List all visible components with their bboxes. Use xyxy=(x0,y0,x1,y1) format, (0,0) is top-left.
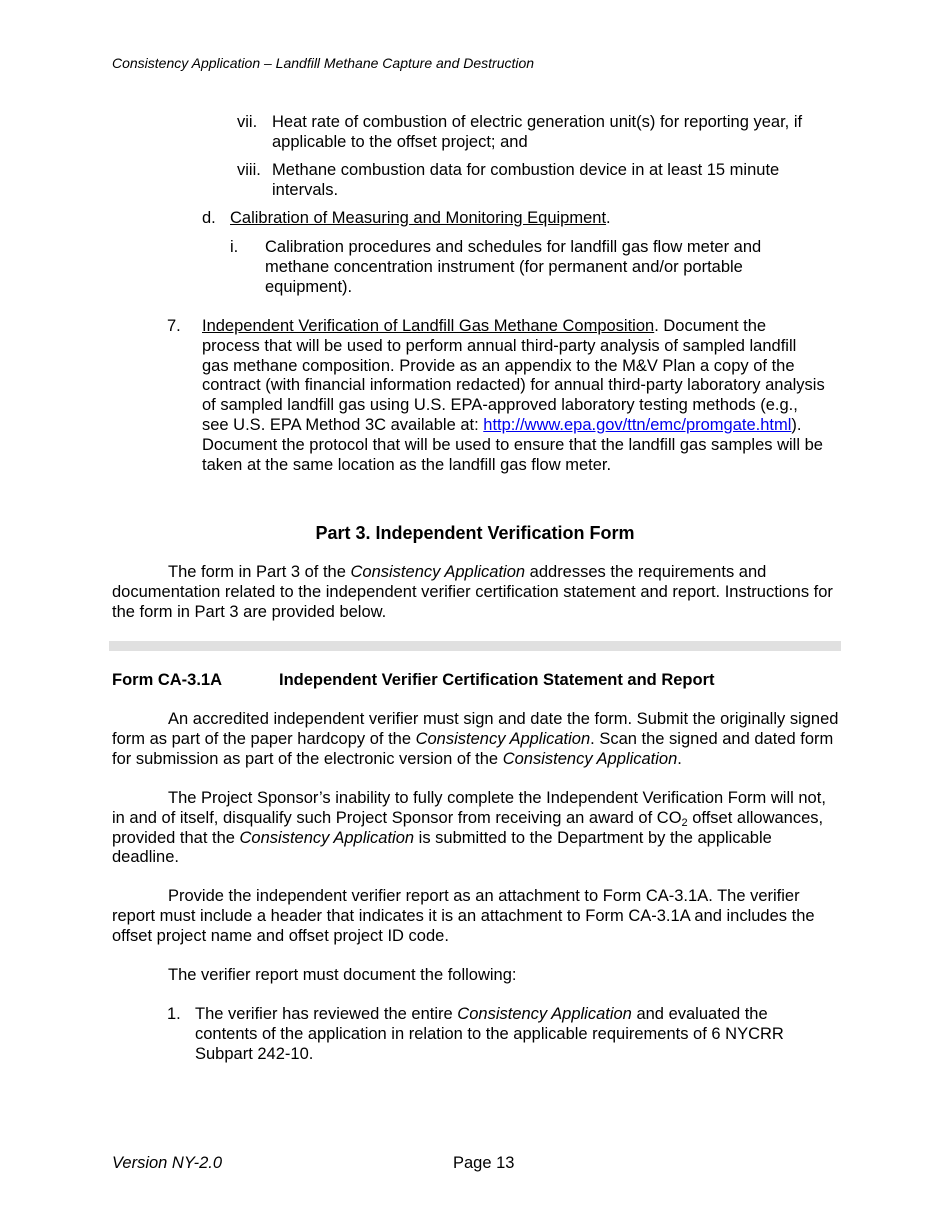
form-heading xyxy=(112,671,715,691)
section-divider xyxy=(109,641,841,651)
list-text-viii: Methane combustion data for combustion device in at least 15 minute intervals. xyxy=(272,161,780,199)
section-title-calibration: Calibration of Measuring and Monitoring Equipment xyxy=(230,209,607,227)
form-p2-italic: Consistency Application xyxy=(239,828,415,847)
form-p2-text-c: is submitted to the Department by the applicable deadline. xyxy=(112,828,772,867)
item1-text-a: The verifier has reviewed the entire xyxy=(195,1005,458,1023)
form-p1-text-c: . xyxy=(677,749,682,768)
form-paragraph-4 xyxy=(112,966,842,986)
section-title-independent-verification: Independent Verification of Landfill Gas Methane Composition xyxy=(202,317,655,335)
part-3-title: Part 3. Independent Verification Form xyxy=(315,523,635,543)
form-p2-text-b: offset allowances, provided that the xyxy=(112,808,824,847)
list-marker-d: d. xyxy=(202,209,216,227)
list-text-d-i: Calibration procedures and schedules for landfill gas flow meter and methane concentration instrument (for permanent and/or portable equipment). xyxy=(265,238,762,296)
item1-text-b: and evaluated the contents of the application in relation to the applicable requirements of 6 NYCRR Subpart 242-10. xyxy=(195,1005,784,1063)
form-paragraph-1 xyxy=(112,710,842,769)
form-p2-text-a: The Project Sponsor’s inability to fully complete the Independent Verification Form will not, in and of itself, disqualify such Project Sponsor from receiving an award of CO xyxy=(112,789,826,827)
form-paragraph-2 xyxy=(112,789,842,868)
form-p1-text-b: . Scan the signed and dated form for submission as part of the electronic version of the xyxy=(112,729,834,768)
list-text-7-tail: ). Document the protocol that will be used to ensure that the landfill gas samples will be taken at the same location as the landfill gas flow meter. xyxy=(202,415,823,474)
running-header: Consistency Application – Landfill Methane Capture and Destruction xyxy=(112,55,535,71)
list-marker-d-i: i. xyxy=(230,238,239,256)
section-title-trail: . xyxy=(606,209,611,227)
part-3-intro-text-b: addresses the requirements and documentation related to the independent verifier certification statement and report. Instructions for the form in Part 3 are provided below. xyxy=(112,563,833,621)
list-text-7 xyxy=(202,317,827,475)
epa-method-link[interactable]: http://www.epa.gov/ttn/emc/promgate.html xyxy=(483,415,792,434)
part-3-intro-italic: Consistency Application xyxy=(350,563,526,581)
form-p4-text: The verifier report must document the following: xyxy=(168,966,517,984)
form-p3-text: Provide the independent verifier report as an attachment to Form CA-3.1A. The verifier report must include a header that indicates it is an attachment to Form CA-3.1A and includes the offset project name and offset project ID code. xyxy=(112,887,815,945)
item1-italic: Consistency Application xyxy=(457,1005,632,1023)
form-code: Form CA-3.1A xyxy=(112,671,223,689)
list-marker-vii: vii. xyxy=(237,113,258,131)
form-paragraph-3 xyxy=(112,887,842,946)
list-text-d xyxy=(230,209,830,229)
part-3-intro-text-a: The form in Part 3 of the xyxy=(168,563,351,581)
form-p1-italic-2: Consistency Application xyxy=(502,749,678,768)
verifier-list-text-1 xyxy=(195,1005,825,1064)
part-3-intro xyxy=(112,563,842,622)
list-text-vii: Heat rate of combustion of electric generation unit(s) for reporting year, if applicable to the offset project; and xyxy=(272,113,803,151)
list-marker-viii: viii. xyxy=(237,161,261,179)
list-text-7-body: . Document the process that will be used to perform annual third-party analysis of sampled landfill gas methane composition. Provide as an appendix to the M&V Plan a copy of the contract (with financial information redacted) for annual third-party laboratory analysis of sampled landfill gas using U.S. EPA-approved laboratory testing methods (e.g., see U.S. EPA Method 3C available at: xyxy=(202,317,825,434)
list-marker-7: 7. xyxy=(167,317,181,335)
form-title: Independent Verifier Certification Statement and Report xyxy=(279,671,715,689)
footer-version: Version NY-2.0 xyxy=(112,1154,223,1172)
form-p2-subscript: 2 xyxy=(681,816,688,829)
verifier-list-marker-1: 1. xyxy=(167,1005,181,1023)
form-p1-text-a: An accredited independent verifier must sign and date the form. Submit the originally signed form as part of the paper hardcopy of the xyxy=(112,710,839,748)
footer-page-number: Page 13 xyxy=(453,1154,515,1172)
form-p1-italic-1: Consistency Application xyxy=(415,729,591,748)
